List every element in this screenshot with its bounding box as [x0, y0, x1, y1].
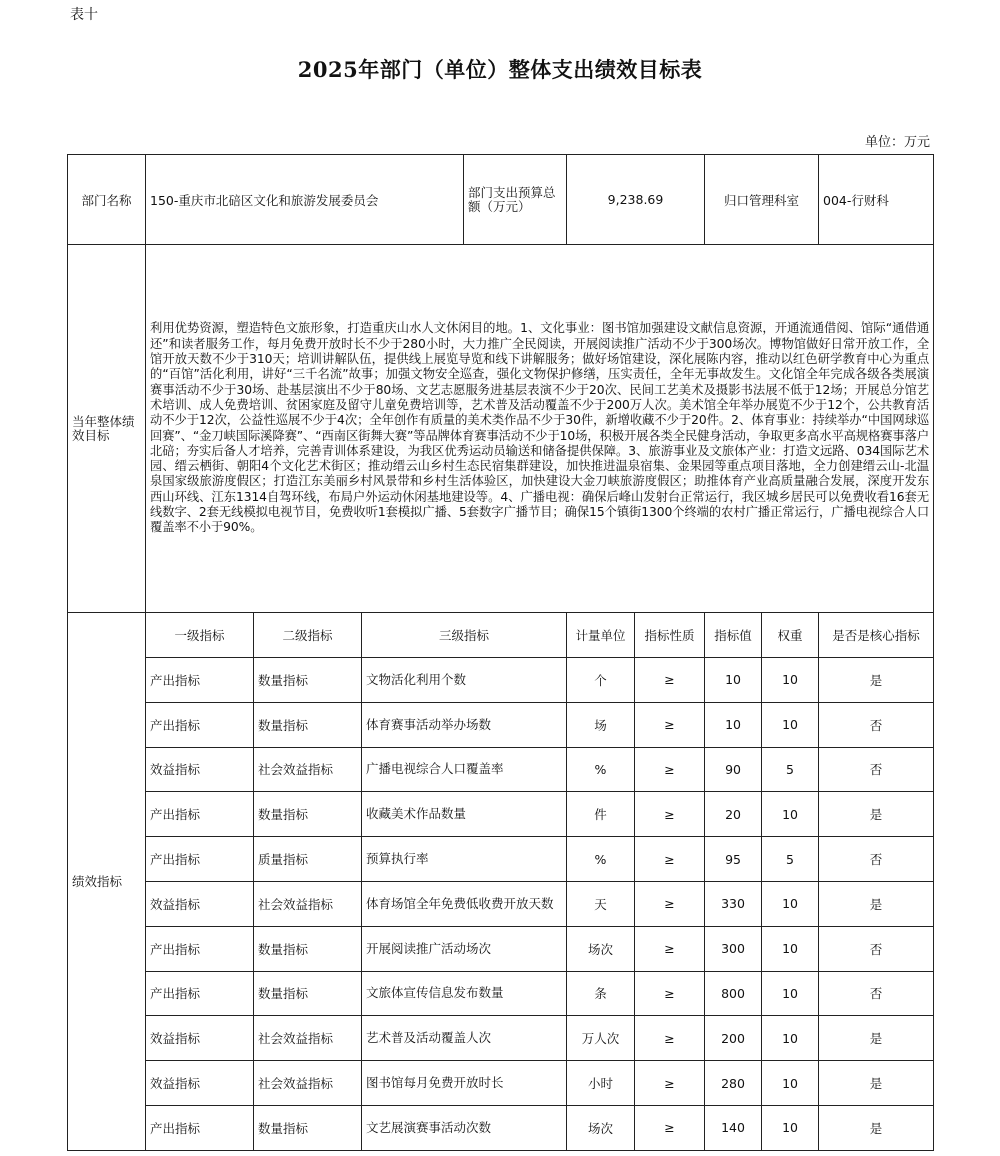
level2-cell: 社会效益指标: [254, 747, 362, 792]
level2-cell: 数量指标: [254, 792, 362, 837]
nature-cell: ≥: [635, 702, 705, 747]
level3-cell: 收藏美术作品数量: [362, 792, 567, 837]
level2-cell: 质量指标: [254, 837, 362, 882]
level2-cell: 数量指标: [254, 1105, 362, 1150]
weight-cell: 5: [762, 747, 819, 792]
level1-cell: 效益指标: [146, 881, 254, 926]
dept-name-value: 150-重庆市北碚区文化和旅游发展委员会: [146, 155, 464, 245]
table-row: [68, 1061, 934, 1106]
level3-cell: 图书馆每月免费开放时长: [362, 1061, 567, 1106]
value-cell: 20: [705, 792, 762, 837]
level2-cell: 数量指标: [254, 702, 362, 747]
weight-cell: 10: [762, 792, 819, 837]
unit-cell: 个: [567, 658, 635, 703]
unit-cell: 万人次: [567, 1016, 635, 1061]
core-cell: 是: [819, 1105, 934, 1150]
value-cell: 800: [705, 971, 762, 1016]
core-cell: 是: [819, 881, 934, 926]
nature-cell: ≥: [635, 792, 705, 837]
table-row: [68, 881, 934, 926]
level1-cell: 产出指标: [146, 658, 254, 703]
nature-cell: ≥: [635, 658, 705, 703]
core-cell: 是: [819, 658, 934, 703]
column-header-level3: 三级指标: [362, 613, 567, 658]
dept-name-label: 部门名称: [68, 155, 146, 245]
value-cell: 10: [705, 702, 762, 747]
weight-cell: 10: [762, 1016, 819, 1061]
table-number-label: 表十: [70, 7, 98, 23]
level3-cell: 开展阅读推广活动场次: [362, 926, 567, 971]
annual-goal-text: 利用优势资源，塑造特色文旅形象，打造重庆山水人文休闲目的地。1、文化事业：图书馆加强建设文献信息资源，开通流通借阅、馆际“通借通还”和读者服务工作，每月免费开放时长不少于280小时，大力推广全民阅读，开展阅读推广活动不少于300场次。博物馆做好日常开放工作，全馆开放天数不少于310天；培训讲解队伍，提供线上展览导览和线下讲解服务；做好场馆建设，深化展陈内容，推动以红色研学教育中心为重点的“百馆”活化利用，讲好“三千名流”故事；加强文物安全巡查，强化文物保护修缮，压实责任，全年无事故发生。文化馆全年完成各级各类展演赛事活动不少于30场、赴基层演出不少于80场、文艺志愿服务进基层表演不少于20次、民间工艺美术及摄影书法展不低于12场；开展总分馆艺术培训、成人免费培训、贫困家庭及留守儿童免费培训等，艺术普及活动覆盖不少于200万人次。美术馆全年举办展览不少于12个，公共教育活动不少于12次，公益性巡展不少于4次；全年创作有质量的美术类作品不少于30件，新增收藏不少于20件。2、体育事业：持续举办“中国网球巡回赛”、“金刀峡国际溪降赛”、“西南区街舞大赛”等品牌体育赛事活动不少于10场，积极开展各类全民健身活动，争取更多高水平高规格赛事落户北碚；夯实后备人才培养，完善青训体系建设，为我区优秀运动员输送和储备提供保障。3、旅游事业及文旅体产业：打造文远路、034国际艺术园、缙云栖街、朝阳4个文化艺术街区；推动缙云山乡村生态民宿集群建设，加快推进温泉宿集、金果园等重点项目落地，全力创建缙云山-北温泉国家级旅游度假区；打造江东美丽乡村风景带和乡村生活体验区，加快建设大金刀峡旅游度假区；助推体育产业高质量融合发展，深度开发东西山环线、江东1314自驾环线，布局户外运动休闲基地建设等。4、广播电视：确保后峰山发射台正常运行，我区城乡居民可以免费收看16套无线数字、2套无线模拟电视节目，免费收听1套模拟广播、5套数字广播节目；确保15个镇街1300个终端的农村广播正常运行，广播电视综合人口覆盖率不小于90%。: [146, 245, 934, 613]
level1-cell: 效益指标: [146, 1016, 254, 1061]
unit-cell: 场: [567, 702, 635, 747]
level3-cell: 文旅体宣传信息发布数量: [362, 971, 567, 1016]
level1-cell: 产出指标: [146, 837, 254, 882]
level3-cell: 体育赛事活动举办场数: [362, 702, 567, 747]
level1-cell: 产出指标: [146, 702, 254, 747]
level2-cell: 数量指标: [254, 926, 362, 971]
core-cell: 否: [819, 971, 934, 1016]
unit-cell: 场次: [567, 926, 635, 971]
weight-cell: 10: [762, 926, 819, 971]
weight-cell: 10: [762, 702, 819, 747]
value-cell: 10: [705, 658, 762, 703]
indicator-section-label: 绩效指标: [68, 613, 146, 1151]
weight-cell: 10: [762, 881, 819, 926]
mgmt-office-value: 004-行财科: [819, 155, 934, 245]
level3-cell: 预算执行率: [362, 837, 567, 882]
table-row: [68, 1016, 934, 1061]
column-header-core: 是否是核心指标: [819, 613, 934, 658]
core-cell: 否: [819, 837, 934, 882]
core-cell: 否: [819, 747, 934, 792]
table-row: [68, 747, 934, 792]
weight-cell: 10: [762, 1105, 819, 1150]
core-cell: 是: [819, 792, 934, 837]
unit-cell: 场次: [567, 1105, 635, 1150]
table-row: [68, 1105, 934, 1150]
dept-info-row: [68, 155, 934, 245]
budget-total-value: 9,238.69: [567, 155, 705, 245]
level2-cell: 社会效益指标: [254, 881, 362, 926]
core-cell: 是: [819, 1061, 934, 1106]
unit-label: 单位：万元: [864, 135, 930, 150]
column-header-unit: 计量单位: [567, 613, 635, 658]
level1-cell: 效益指标: [146, 1061, 254, 1106]
unit-cell: 件: [567, 792, 635, 837]
value-cell: 200: [705, 1016, 762, 1061]
nature-cell: ≥: [635, 926, 705, 971]
table-row: [68, 971, 934, 1016]
column-header-weight: 权重: [762, 613, 819, 658]
unit-cell: %: [567, 747, 635, 792]
column-header-level1: 一级指标: [146, 613, 254, 658]
weight-cell: 10: [762, 1061, 819, 1106]
level1-cell: 效益指标: [146, 747, 254, 792]
table-row: [68, 837, 934, 882]
table-row: [68, 658, 934, 703]
core-cell: 是: [819, 1016, 934, 1061]
level1-cell: 产出指标: [146, 1105, 254, 1150]
table-row: [68, 702, 934, 747]
weight-cell: 10: [762, 971, 819, 1016]
level2-cell: 数量指标: [254, 658, 362, 703]
annual-goal-row: [68, 245, 934, 613]
core-cell: 否: [819, 702, 934, 747]
value-cell: 140: [705, 1105, 762, 1150]
unit-cell: 天: [567, 881, 635, 926]
indicator-header-row: [68, 613, 934, 658]
column-header-nature: 指标性质: [635, 613, 705, 658]
unit-cell: 小时: [567, 1061, 635, 1106]
mgmt-office-label: 归口管理科室: [705, 155, 819, 245]
value-cell: 95: [705, 837, 762, 882]
core-cell: 否: [819, 926, 934, 971]
column-header-value: 指标值: [705, 613, 762, 658]
level3-cell: 体育场馆全年免费低收费开放天数: [362, 881, 567, 926]
weight-cell: 5: [762, 837, 819, 882]
level1-cell: 产出指标: [146, 971, 254, 1016]
unit-cell: %: [567, 837, 635, 882]
nature-cell: ≥: [635, 1016, 705, 1061]
level1-cell: 产出指标: [146, 792, 254, 837]
level3-cell: 文艺展演赛事活动次数: [362, 1105, 567, 1150]
nature-cell: ≥: [635, 747, 705, 792]
nature-cell: ≥: [635, 881, 705, 926]
annual-goal-label: 当年整体绩效目标: [68, 245, 146, 613]
performance-target-table: [67, 154, 934, 1151]
level2-cell: 数量指标: [254, 971, 362, 1016]
budget-total-label: 部门支出预算总额（万元）: [464, 155, 567, 245]
weight-cell: 10: [762, 658, 819, 703]
nature-cell: ≥: [635, 1105, 705, 1150]
level2-cell: 社会效益指标: [254, 1061, 362, 1106]
unit-cell: 条: [567, 971, 635, 1016]
level3-cell: 艺术普及活动覆盖人次: [362, 1016, 567, 1061]
level3-cell: 文物活化利用个数: [362, 658, 567, 703]
level3-cell: 广播电视综合人口覆盖率: [362, 747, 567, 792]
page-title: 2025年部门（单位）整体支出绩效目标表: [297, 57, 703, 82]
nature-cell: ≥: [635, 1061, 705, 1106]
value-cell: 90: [705, 747, 762, 792]
nature-cell: ≥: [635, 971, 705, 1016]
level1-cell: 产出指标: [146, 926, 254, 971]
column-header-level2: 二级指标: [254, 613, 362, 658]
level2-cell: 社会效益指标: [254, 1016, 362, 1061]
value-cell: 280: [705, 1061, 762, 1106]
table-row: [68, 792, 934, 837]
value-cell: 300: [705, 926, 762, 971]
nature-cell: ≥: [635, 837, 705, 882]
table-row: [68, 926, 934, 971]
value-cell: 330: [705, 881, 762, 926]
